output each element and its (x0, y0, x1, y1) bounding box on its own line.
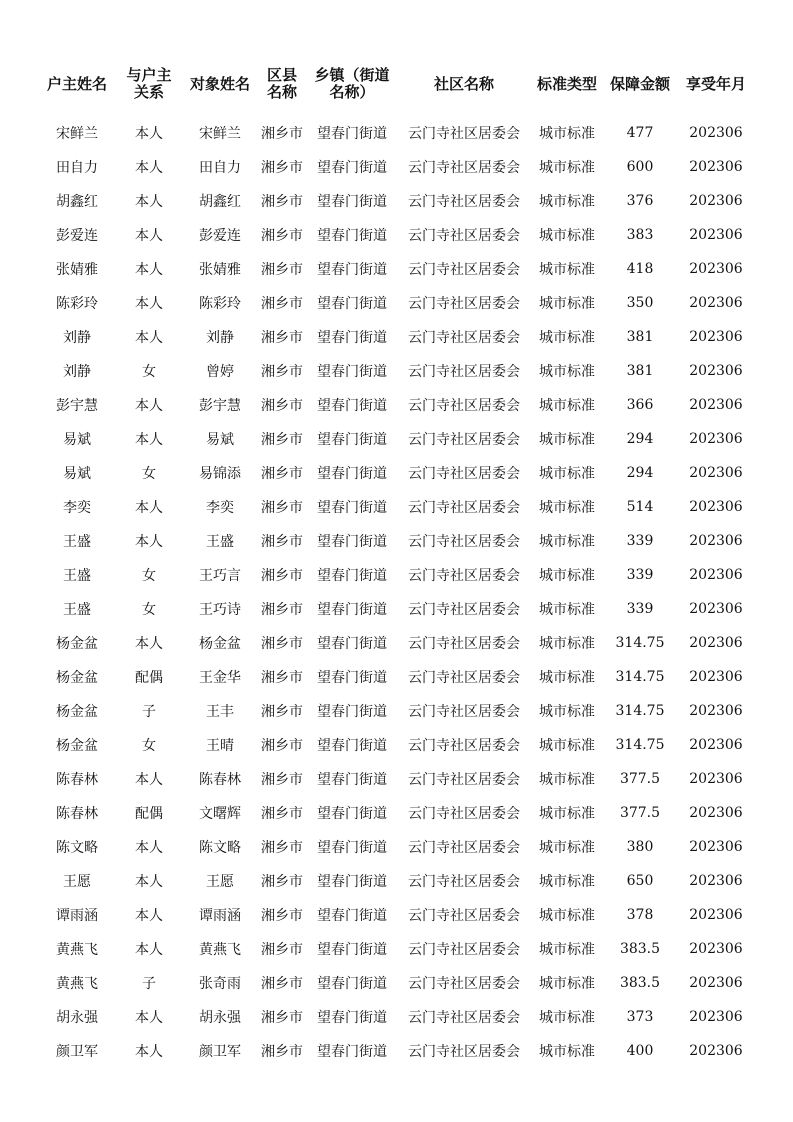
cell-standard-type: 城市标准 (539, 500, 595, 516)
cell-amount: 339 (626, 533, 654, 549)
assistance-table (40, 58, 754, 1068)
cell-relationship: 本人 (135, 398, 163, 414)
cell-amount: 350 (626, 295, 654, 311)
cell-amount: 376 (626, 193, 654, 209)
table-row (40, 456, 754, 490)
cell-community: 云门寺社区居委会 (408, 568, 520, 584)
cell-relationship: 子 (142, 704, 156, 720)
cell-householder-name: 颜卫军 (56, 1044, 98, 1060)
cell-period: 202306 (689, 975, 743, 991)
cell-community: 云门寺社区居委会 (408, 602, 520, 618)
cell-householder-name: 谭雨涵 (56, 908, 98, 924)
cell-standard-type: 城市标准 (539, 636, 595, 652)
cell-period: 202306 (689, 635, 743, 651)
cell-standard-type: 城市标准 (539, 364, 595, 380)
cell-relationship: 本人 (135, 534, 163, 550)
cell-county: 湘乡市 (261, 772, 303, 788)
cell-amount: 400 (626, 1043, 654, 1059)
cell-township: 望春门街道 (317, 398, 387, 414)
cell-recipient-name: 易锦添 (199, 466, 241, 482)
cell-county: 湘乡市 (261, 840, 303, 856)
cell-amount: 377.5 (619, 805, 661, 821)
cell-township: 望春门街道 (317, 194, 387, 210)
cell-relationship: 本人 (135, 194, 163, 210)
cell-period: 202306 (689, 193, 743, 209)
cell-recipient-name: 谭雨涵 (199, 908, 241, 924)
cell-relationship: 本人 (135, 1010, 163, 1026)
cell-community: 云门寺社区居委会 (408, 432, 520, 448)
cell-period: 202306 (689, 805, 743, 821)
cell-recipient-name: 王丰 (206, 704, 234, 720)
cell-township: 望春门街道 (317, 942, 387, 958)
cell-standard-type: 城市标准 (539, 194, 595, 210)
cell-householder-name: 黄燕飞 (56, 976, 98, 992)
cell-township: 望春门街道 (317, 296, 387, 312)
cell-amount: 378 (626, 907, 654, 923)
cell-recipient-name: 张婧雅 (199, 262, 241, 278)
cell-standard-type: 城市标准 (539, 602, 595, 618)
cell-county: 湘乡市 (261, 398, 303, 414)
cell-relationship: 本人 (135, 330, 163, 346)
cell-recipient-name: 李奕 (206, 500, 234, 516)
table-body (40, 116, 754, 1068)
table-row (40, 354, 754, 388)
cell-amount: 383.5 (619, 975, 661, 991)
cell-township: 望春门街道 (317, 364, 387, 380)
cell-period: 202306 (689, 329, 743, 345)
cell-householder-name: 杨金盆 (56, 670, 98, 686)
cell-amount: 381 (626, 363, 654, 379)
cell-amount: 477 (626, 125, 654, 141)
cell-recipient-name: 曾婷 (206, 364, 234, 380)
cell-amount: 366 (626, 397, 654, 413)
cell-recipient-name: 文曙辉 (199, 806, 241, 822)
cell-standard-type: 城市标准 (539, 942, 595, 958)
cell-community: 云门寺社区居委会 (408, 908, 520, 924)
cell-period: 202306 (689, 227, 743, 243)
cell-community: 云门寺社区居委会 (408, 466, 520, 482)
cell-township: 望春门街道 (317, 976, 387, 992)
cell-community: 云门寺社区居委会 (408, 330, 520, 346)
cell-recipient-name: 易斌 (206, 432, 234, 448)
cell-standard-type: 城市标准 (539, 568, 595, 584)
table-row (40, 150, 754, 184)
cell-relationship: 女 (142, 568, 156, 584)
cell-township: 望春门街道 (317, 160, 387, 176)
header-community: 社区名称 (433, 74, 494, 93)
cell-householder-name: 胡鑫红 (56, 194, 98, 210)
cell-township: 望春门街道 (317, 704, 387, 720)
cell-householder-name: 张婧雅 (56, 262, 98, 278)
table-row (40, 898, 754, 932)
cell-recipient-name: 王盛 (206, 534, 234, 550)
cell-recipient-name: 王巧诗 (199, 602, 241, 618)
cell-householder-name: 彭宇慧 (56, 398, 98, 414)
cell-recipient-name: 王愿 (206, 874, 234, 890)
cell-householder-name: 胡永强 (56, 1010, 98, 1026)
cell-township: 望春门街道 (317, 670, 387, 686)
cell-recipient-name: 田自力 (199, 160, 241, 176)
cell-township: 望春门街道 (317, 1010, 387, 1026)
cell-amount: 650 (626, 873, 654, 889)
cell-period: 202306 (689, 941, 743, 957)
cell-amount: 383 (626, 227, 654, 243)
cell-community: 云门寺社区居委会 (408, 398, 520, 414)
cell-householder-name: 杨金盆 (56, 636, 98, 652)
table-row (40, 966, 754, 1000)
table-row (40, 116, 754, 150)
cell-township: 望春门街道 (317, 330, 387, 346)
cell-recipient-name: 陈彩玲 (199, 296, 241, 312)
cell-householder-name: 王盛 (63, 568, 91, 584)
cell-standard-type: 城市标准 (539, 228, 595, 244)
cell-community: 云门寺社区居委会 (408, 670, 520, 686)
table-row (40, 524, 754, 558)
cell-recipient-name: 陈春林 (199, 772, 241, 788)
table-row (40, 320, 754, 354)
cell-community: 云门寺社区居委会 (408, 704, 520, 720)
cell-relationship: 女 (142, 466, 156, 482)
table-row (40, 184, 754, 218)
cell-period: 202306 (689, 261, 743, 277)
cell-relationship: 子 (142, 976, 156, 992)
cell-period: 202306 (689, 1009, 743, 1025)
cell-county: 湘乡市 (261, 976, 303, 992)
cell-relationship: 本人 (135, 296, 163, 312)
cell-township: 望春门街道 (317, 228, 387, 244)
table-row (40, 252, 754, 286)
cell-township: 望春门街道 (317, 126, 387, 142)
cell-standard-type: 城市标准 (539, 160, 595, 176)
cell-recipient-name: 王巧言 (199, 568, 241, 584)
cell-county: 湘乡市 (261, 194, 303, 210)
cell-community: 云门寺社区居委会 (408, 500, 520, 516)
cell-community: 云门寺社区居委会 (408, 840, 520, 856)
cell-community: 云门寺社区居委会 (408, 296, 520, 312)
cell-amount: 373 (626, 1009, 654, 1025)
cell-householder-name: 陈文略 (56, 840, 98, 856)
cell-county: 湘乡市 (261, 738, 303, 754)
cell-county: 湘乡市 (261, 262, 303, 278)
cell-amount: 314.75 (615, 703, 665, 719)
header-row (40, 58, 754, 116)
cell-amount: 294 (626, 465, 654, 481)
cell-period: 202306 (689, 159, 743, 175)
cell-standard-type: 城市标准 (539, 840, 595, 856)
cell-township: 望春门街道 (317, 772, 387, 788)
cell-county: 湘乡市 (261, 806, 303, 822)
cell-county: 湘乡市 (261, 1044, 303, 1060)
header-relationship: 与户主 关系 (126, 66, 172, 101)
cell-amount: 418 (626, 261, 654, 277)
cell-amount: 314.75 (615, 737, 665, 753)
cell-township: 望春门街道 (317, 568, 387, 584)
cell-township: 望春门街道 (317, 636, 387, 652)
cell-amount: 380 (626, 839, 654, 855)
cell-relationship: 本人 (135, 908, 163, 924)
table-row (40, 728, 754, 762)
cell-householder-name: 易斌 (63, 466, 91, 482)
cell-township: 望春门街道 (317, 738, 387, 754)
cell-township: 望春门街道 (317, 262, 387, 278)
table-row (40, 864, 754, 898)
cell-county: 湘乡市 (261, 126, 303, 142)
cell-standard-type: 城市标准 (539, 1010, 595, 1026)
cell-relationship: 本人 (135, 636, 163, 652)
cell-community: 云门寺社区居委会 (408, 806, 520, 822)
cell-county: 湘乡市 (261, 466, 303, 482)
cell-community: 云门寺社区居委会 (408, 228, 520, 244)
table-row (40, 932, 754, 966)
table-header (40, 58, 754, 116)
cell-township: 望春门街道 (317, 908, 387, 924)
cell-community: 云门寺社区居委会 (408, 942, 520, 958)
cell-period: 202306 (689, 431, 743, 447)
table-row (40, 762, 754, 796)
cell-county: 湘乡市 (261, 500, 303, 516)
cell-township: 望春门街道 (317, 602, 387, 618)
cell-township: 望春门街道 (317, 466, 387, 482)
cell-recipient-name: 颜卫军 (199, 1044, 241, 1060)
cell-relationship: 本人 (135, 840, 163, 856)
cell-amount: 339 (626, 567, 654, 583)
cell-community: 云门寺社区居委会 (408, 534, 520, 550)
cell-relationship: 本人 (135, 160, 163, 176)
cell-community: 云门寺社区居委会 (408, 126, 520, 142)
cell-recipient-name: 杨金盆 (199, 636, 241, 652)
cell-amount: 514 (626, 499, 654, 515)
cell-period: 202306 (689, 873, 743, 889)
cell-county: 湘乡市 (261, 228, 303, 244)
cell-standard-type: 城市标准 (539, 398, 595, 414)
cell-recipient-name: 黄燕飞 (199, 942, 241, 958)
cell-householder-name: 王愿 (63, 874, 91, 890)
table-row (40, 286, 754, 320)
cell-householder-name: 杨金盆 (56, 704, 98, 720)
cell-relationship: 本人 (135, 500, 163, 516)
cell-standard-type: 城市标准 (539, 262, 595, 278)
cell-householder-name: 彭爱连 (56, 228, 98, 244)
cell-recipient-name: 陈文略 (199, 840, 241, 856)
header-township: 乡镇（街道 名称） (314, 66, 390, 101)
cell-relationship: 本人 (135, 228, 163, 244)
cell-relationship: 本人 (135, 1044, 163, 1060)
table-row (40, 1034, 754, 1068)
cell-recipient-name: 张奇雨 (199, 976, 241, 992)
document-page (40, 58, 754, 1068)
table-row (40, 660, 754, 694)
header-county: 区县 名称 (266, 66, 297, 101)
cell-recipient-name: 彭爱连 (199, 228, 241, 244)
cell-community: 云门寺社区居委会 (408, 636, 520, 652)
cell-householder-name: 易斌 (63, 432, 91, 448)
cell-community: 云门寺社区居委会 (408, 874, 520, 890)
cell-county: 湘乡市 (261, 568, 303, 584)
cell-township: 望春门街道 (317, 500, 387, 516)
cell-standard-type: 城市标准 (539, 874, 595, 890)
cell-householder-name: 王盛 (63, 534, 91, 550)
cell-householder-name: 陈春林 (56, 772, 98, 788)
cell-period: 202306 (689, 499, 743, 515)
table-row (40, 796, 754, 830)
cell-relationship: 配偶 (135, 806, 163, 822)
cell-period: 202306 (689, 363, 743, 379)
cell-county: 湘乡市 (261, 364, 303, 380)
cell-county: 湘乡市 (261, 908, 303, 924)
cell-amount: 314.75 (615, 669, 665, 685)
cell-community: 云门寺社区居委会 (408, 738, 520, 754)
cell-standard-type: 城市标准 (539, 1044, 595, 1060)
cell-standard-type: 城市标准 (539, 738, 595, 754)
cell-standard-type: 城市标准 (539, 466, 595, 482)
cell-standard-type: 城市标准 (539, 976, 595, 992)
cell-standard-type: 城市标准 (539, 296, 595, 312)
cell-county: 湘乡市 (261, 330, 303, 346)
cell-relationship: 本人 (135, 432, 163, 448)
cell-recipient-name: 王金华 (199, 670, 241, 686)
cell-county: 湘乡市 (261, 534, 303, 550)
cell-recipient-name: 刘静 (206, 330, 234, 346)
cell-recipient-name: 胡鑫红 (199, 194, 241, 210)
cell-county: 湘乡市 (261, 670, 303, 686)
table-row (40, 1000, 754, 1034)
cell-county: 湘乡市 (261, 1010, 303, 1026)
cell-householder-name: 陈彩玲 (56, 296, 98, 312)
cell-period: 202306 (689, 601, 743, 617)
cell-standard-type: 城市标准 (539, 806, 595, 822)
cell-recipient-name: 胡永强 (199, 1010, 241, 1026)
table-row (40, 490, 754, 524)
cell-community: 云门寺社区居委会 (408, 976, 520, 992)
cell-period: 202306 (689, 1043, 743, 1059)
cell-period: 202306 (689, 669, 743, 685)
cell-county: 湘乡市 (261, 432, 303, 448)
header-amount: 保障金额 (609, 74, 670, 93)
cell-amount: 377.5 (619, 771, 661, 787)
cell-township: 望春门街道 (317, 874, 387, 890)
cell-relationship: 本人 (135, 262, 163, 278)
table-row (40, 830, 754, 864)
cell-householder-name: 田自力 (56, 160, 98, 176)
header-period: 享受年月 (685, 74, 746, 93)
cell-township: 望春门街道 (317, 432, 387, 448)
cell-period: 202306 (689, 125, 743, 141)
cell-householder-name: 陈春林 (56, 806, 98, 822)
cell-amount: 339 (626, 601, 654, 617)
table-row (40, 558, 754, 592)
cell-period: 202306 (689, 771, 743, 787)
cell-township: 望春门街道 (317, 534, 387, 550)
cell-county: 湘乡市 (261, 296, 303, 312)
cell-householder-name: 李奕 (63, 500, 91, 516)
cell-relationship: 女 (142, 364, 156, 380)
cell-township: 望春门街道 (317, 1044, 387, 1060)
cell-householder-name: 刘静 (63, 330, 91, 346)
header-householder-name: 户主姓名 (46, 74, 107, 93)
cell-township: 望春门街道 (317, 840, 387, 856)
cell-community: 云门寺社区居委会 (408, 262, 520, 278)
cell-householder-name: 刘静 (63, 364, 91, 380)
cell-standard-type: 城市标准 (539, 126, 595, 142)
cell-householder-name: 黄燕飞 (56, 942, 98, 958)
cell-community: 云门寺社区居委会 (408, 1010, 520, 1026)
cell-standard-type: 城市标准 (539, 908, 595, 924)
cell-standard-type: 城市标准 (539, 330, 595, 346)
cell-amount: 383.5 (619, 941, 661, 957)
cell-period: 202306 (689, 839, 743, 855)
cell-period: 202306 (689, 465, 743, 481)
cell-period: 202306 (689, 907, 743, 923)
cell-relationship: 配偶 (135, 670, 163, 686)
cell-standard-type: 城市标准 (539, 534, 595, 550)
cell-community: 云门寺社区居委会 (408, 160, 520, 176)
cell-period: 202306 (689, 703, 743, 719)
cell-amount: 314.75 (615, 635, 665, 651)
cell-community: 云门寺社区居委会 (408, 364, 520, 380)
cell-relationship: 本人 (135, 126, 163, 142)
cell-recipient-name: 王晴 (206, 738, 234, 754)
cell-recipient-name: 宋鲜兰 (199, 126, 241, 142)
cell-community: 云门寺社区居委会 (408, 194, 520, 210)
cell-county: 湘乡市 (261, 602, 303, 618)
cell-period: 202306 (689, 295, 743, 311)
cell-relationship: 本人 (135, 772, 163, 788)
cell-community: 云门寺社区居委会 (408, 772, 520, 788)
cell-relationship: 女 (142, 738, 156, 754)
cell-community: 云门寺社区居委会 (408, 1044, 520, 1060)
table-row (40, 626, 754, 660)
table-row (40, 218, 754, 252)
cell-amount: 294 (626, 431, 654, 447)
table-row (40, 694, 754, 728)
cell-county: 湘乡市 (261, 874, 303, 890)
cell-householder-name: 杨金盆 (56, 738, 98, 754)
cell-period: 202306 (689, 737, 743, 753)
cell-householder-name: 宋鲜兰 (56, 126, 98, 142)
cell-relationship: 女 (142, 602, 156, 618)
cell-county: 湘乡市 (261, 704, 303, 720)
cell-householder-name: 王盛 (63, 602, 91, 618)
cell-standard-type: 城市标准 (539, 704, 595, 720)
cell-period: 202306 (689, 567, 743, 583)
table-row (40, 388, 754, 422)
cell-period: 202306 (689, 397, 743, 413)
cell-relationship: 本人 (135, 874, 163, 890)
header-recipient-name: 对象姓名 (189, 74, 250, 93)
header-standard-type: 标准类型 (536, 74, 597, 93)
cell-county: 湘乡市 (261, 636, 303, 652)
cell-county: 湘乡市 (261, 160, 303, 176)
cell-amount: 381 (626, 329, 654, 345)
cell-period: 202306 (689, 533, 743, 549)
cell-standard-type: 城市标准 (539, 432, 595, 448)
cell-standard-type: 城市标准 (539, 772, 595, 788)
cell-county: 湘乡市 (261, 942, 303, 958)
cell-township: 望春门街道 (317, 806, 387, 822)
cell-recipient-name: 彭宇慧 (199, 398, 241, 414)
cell-standard-type: 城市标准 (539, 670, 595, 686)
cell-amount: 600 (626, 159, 654, 175)
table-row (40, 422, 754, 456)
table-row (40, 592, 754, 626)
cell-relationship: 本人 (135, 942, 163, 958)
